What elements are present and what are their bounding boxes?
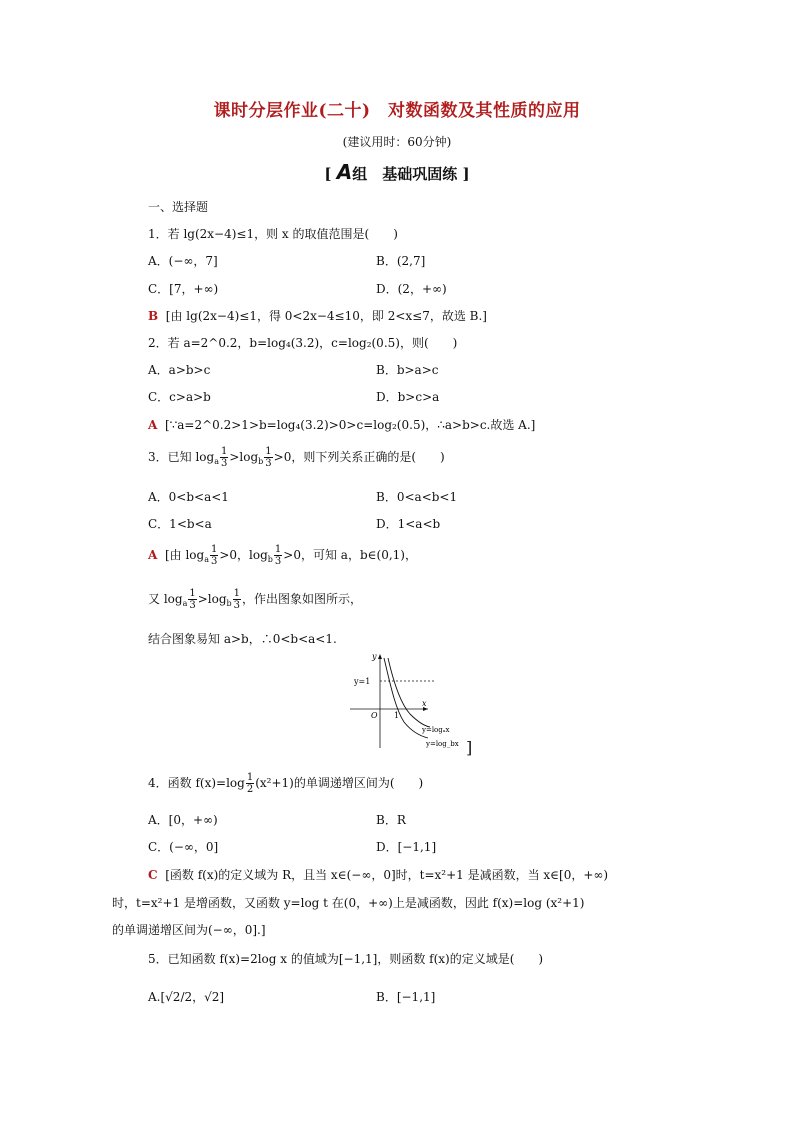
- q1-option-d: D．(2，+∞): [376, 282, 447, 296]
- section-heading: 一、选择题: [148, 200, 209, 214]
- q3-base-b: b: [258, 457, 264, 466]
- q3-option-b: B．0<a<b<1: [376, 490, 458, 504]
- q4-base-fraction: $\frac{1}{2}$: [246, 772, 254, 795]
- q1-option-c: C．[7，+∞): [148, 282, 219, 296]
- y-axis-arrow: [378, 654, 382, 659]
- q5-stem: 5．已知函数 f(x)=2log x 的值域为[−1,1]，则函数 f(x)的定义域是( ): [148, 952, 544, 966]
- q4-solution-line3: 的单调递增区间为(−∞，0].]: [112, 923, 266, 937]
- group-heading: [0, 160, 794, 184]
- q4-solution-line1: C [函数 f(x)的定义域为 R，且当 x∈(−∞，0]时，t=x²+1 是减函数，当 x∈[0，+∞): [148, 868, 609, 882]
- q4-option-b: B．R: [376, 813, 406, 827]
- q4-answer: C: [148, 868, 158, 882]
- y-axis-label: y: [372, 652, 377, 661]
- q4-stem: 4．函数 f(x)=log $\frac{1}{2}$ (x²+1)的单调递增区间为( ): [148, 772, 424, 795]
- group-letter: A: [336, 160, 353, 184]
- group-label: 组 基础巩固练: [352, 165, 458, 183]
- x-axis-label: x: [422, 699, 427, 708]
- origin-label: O: [371, 711, 378, 720]
- q2-option-c: C．c>a>b: [148, 390, 211, 404]
- q2-answer: A: [148, 418, 158, 432]
- q3-solution-line1: A [由 $\log_a$ $\frac{1}{3}$ >0，$\log_b$ $\frac{1}{3}$ >0，可知 a，b∈(0,1)，: [148, 544, 417, 567]
- y-equals-1-label: y=1: [354, 677, 371, 686]
- q1-stem: 1．若 lg(2x−4)≤1，则 x 的取值范围是( ): [148, 227, 398, 241]
- curve-b-label: y=log_bx: [426, 740, 459, 748]
- q2-option-a: A．a>b>c: [148, 363, 211, 377]
- q3-stem: [148, 446, 445, 469]
- q1-solution: [148, 307, 487, 324]
- q3-option-d: D．1<a<b: [376, 517, 441, 531]
- q3-stem-text: >0，则下列关系正确的是( ): [273, 450, 445, 464]
- q5-option-b: B．[−1,1]: [376, 990, 436, 1004]
- q2-explanation: [∵a=2^0.2>1>b=log₄(3.2)>0>c=log₂(0.5)，∴a>b>c.故选 A.]: [164, 418, 536, 432]
- q3-close-bracket: ]: [466, 738, 473, 757]
- q2-stem: 2．若 a=2^0.2，b=log₄(3.2)，c=log₂(0.5)，则( ): [148, 336, 458, 350]
- q3-base-a: a: [214, 457, 219, 466]
- q1-explanation: [由 lg(2x−4)≤1，得 0<2x−4≤10，即 2<x≤7，故选 B.]: [165, 309, 487, 323]
- q2-solution: [148, 416, 535, 433]
- group-open-bracket: [: [324, 165, 332, 183]
- q3-solution-line2: 又 $\log_a$ $\frac{1}{3}$ $>\log_b$ $\frac{1}{3}$ ，作出图象如图所示，: [148, 588, 363, 611]
- q4-option-d: D．[−1,1]: [376, 840, 437, 854]
- q4-solution-line2: 时，t=x²+1 是增函数，又函数 y=log t 在(0，+∞)上是减函数，因此 f(x)=log (x²+1): [112, 896, 585, 910]
- q2-option-d: D．b>c>a: [376, 390, 440, 404]
- q2-option-b: B．b>a>c: [376, 363, 439, 377]
- q3-option-a: A．0<b<a<1: [148, 490, 229, 504]
- q3-stem-text: >log: [229, 450, 259, 464]
- q5-option-a: A.[√2/2，√2]: [148, 990, 225, 1004]
- tick-one-label: 1: [394, 711, 400, 720]
- q1-option-b: B．(2,7]: [376, 254, 426, 268]
- suggested-time: (建议用时：60分钟): [342, 135, 452, 149]
- log-graph-figure: [350, 648, 480, 754]
- q3-stem-text: 3．已知 log: [148, 450, 215, 464]
- q3-fraction: $\frac{1}{3}$: [220, 446, 228, 469]
- q3-solution-line3: 结合图象易知 a>b，∴0<b<a<1.: [148, 632, 337, 646]
- q3-fraction: $\frac{1}{3}$: [265, 446, 272, 469]
- q3-option-c: C．1<b<a: [148, 517, 212, 531]
- group-close-bracket: ]: [462, 165, 470, 183]
- q4-option-c: C．(−∞，0]: [148, 840, 219, 854]
- q1-answer: B: [148, 309, 159, 323]
- page-title: 课时分层作业(二十) 对数函数及其性质的应用: [213, 101, 581, 121]
- curve-a-label: y=logₐx: [422, 726, 450, 734]
- q3-answer: A: [148, 548, 158, 562]
- q4-option-a: A．[0，+∞): [148, 813, 218, 827]
- q1-option-a: A．(−∞，7]: [148, 254, 218, 268]
